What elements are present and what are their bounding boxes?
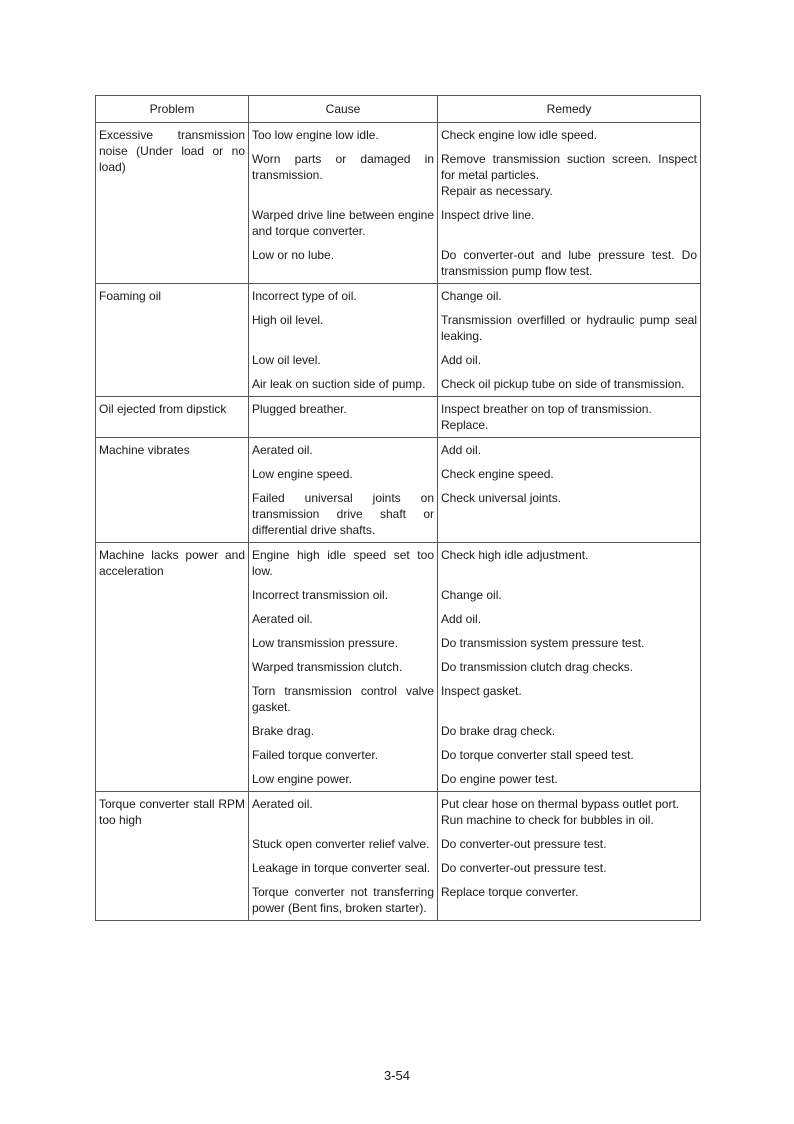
remedy-cell: Replace torque converter.: [438, 880, 701, 921]
header-problem: Problem: [96, 96, 249, 123]
cause-cell: Low oil level.: [249, 348, 438, 372]
table-row: [96, 543, 701, 584]
remedy-cell: Do transmission system pressure test.: [438, 631, 701, 655]
remedy-cell: Do converter-out pressure test.: [438, 832, 701, 856]
cause-cell: Stuck open converter relief valve.: [249, 832, 438, 856]
problem-cell: Foaming oil: [96, 284, 249, 397]
cause-cell: Aerated oil.: [249, 792, 438, 833]
remedy-cell: Add oil.: [438, 607, 701, 631]
remedy-cell: Check universal joints.: [438, 486, 701, 543]
cause-cell: Warped drive line between engine and torque converter.: [249, 203, 438, 243]
cause-cell: Torque converter not transferring power (Bent fins, broken starter).: [249, 880, 438, 921]
cause-cell: Low engine speed.: [249, 462, 438, 486]
problem-cell: Machine vibrates: [96, 438, 249, 543]
table-row: [96, 438, 701, 463]
remedy-cell: Check engine speed.: [438, 462, 701, 486]
cause-cell: Low or no lube.: [249, 243, 438, 284]
problem-cell: Excessive transmission noise (Under load or no load): [96, 123, 249, 284]
cause-cell: Low transmission pressure.: [249, 631, 438, 655]
remedy-cell: Remove transmission suction screen. Inspect for metal particles. Repair as necessary.: [438, 147, 701, 203]
cause-cell: Worn parts or damaged in transmission.: [249, 147, 438, 203]
remedy-cell: Change oil.: [438, 583, 701, 607]
remedy-cell: Inspect breather on top of transmission. Replace.: [438, 397, 701, 438]
remedy-cell: Check engine low idle speed.: [438, 123, 701, 148]
remedy-cell: Do torque converter stall speed test.: [438, 743, 701, 767]
remedy-cell: Do transmission clutch drag checks.: [438, 655, 701, 679]
remedy-cell: Add oil.: [438, 348, 701, 372]
header-cause: Cause: [249, 96, 438, 123]
cause-cell: Leakage in torque converter seal.: [249, 856, 438, 880]
remedy-cell: Do engine power test.: [438, 767, 701, 792]
remedy-cell: Inspect gasket.: [438, 679, 701, 719]
remedy-cell: Put clear hose on thermal bypass outlet port. Run machine to check for bubbles in oil.: [438, 792, 701, 833]
remedy-cell: Do converter-out and lube pressure test. Do transmission pump flow test.: [438, 243, 701, 284]
remedy-cell: Do brake drag check.: [438, 719, 701, 743]
cause-cell: Aerated oil.: [249, 438, 438, 463]
page-number: 3-54: [383, 1068, 411, 1083]
table-row: [96, 397, 701, 438]
cause-cell: Failed torque converter.: [249, 743, 438, 767]
cause-cell: Failed universal joints on transmission drive shaft or differential drive shafts.: [249, 486, 438, 543]
remedy-cell: Check high idle adjustment.: [438, 543, 701, 584]
remedy-cell: Inspect drive line.: [438, 203, 701, 243]
cause-cell: Aerated oil.: [249, 607, 438, 631]
problem-cell: Torque converter stall RPM too high: [96, 792, 249, 921]
problem-cell: Oil ejected from dipstick: [96, 397, 249, 438]
remedy-cell: Change oil.: [438, 284, 701, 309]
troubleshooting-table: [95, 95, 701, 921]
table-row: [96, 792, 701, 833]
header-remedy: Remedy: [438, 96, 701, 123]
problem-cell: Machine lacks power and acceleration: [96, 543, 249, 792]
cause-cell: Incorrect type of oil.: [249, 284, 438, 309]
table-body: [96, 123, 701, 921]
cause-cell: High oil level.: [249, 308, 438, 348]
cause-cell: Air leak on suction side of pump.: [249, 372, 438, 397]
remedy-cell: Check oil pickup tube on side of transmission.: [438, 372, 701, 397]
remedy-cell: Do converter-out pressure test.: [438, 856, 701, 880]
remedy-cell: Add oil.: [438, 438, 701, 463]
cause-cell: Brake drag.: [249, 719, 438, 743]
cause-cell: Torn transmission control valve gasket.: [249, 679, 438, 719]
cause-cell: Low engine power.: [249, 767, 438, 792]
cause-cell: Warped transmission clutch.: [249, 655, 438, 679]
table-header: [96, 96, 701, 123]
table-row: [96, 123, 701, 148]
cause-cell: Incorrect transmission oil.: [249, 583, 438, 607]
remedy-cell: Transmission overfilled or hydraulic pump seal leaking.: [438, 308, 701, 348]
table-row: [96, 284, 701, 309]
cause-cell: Too low engine low idle.: [249, 123, 438, 148]
cause-cell: Plugged breather.: [249, 397, 438, 438]
cause-cell: Engine high idle speed set too low.: [249, 543, 438, 584]
